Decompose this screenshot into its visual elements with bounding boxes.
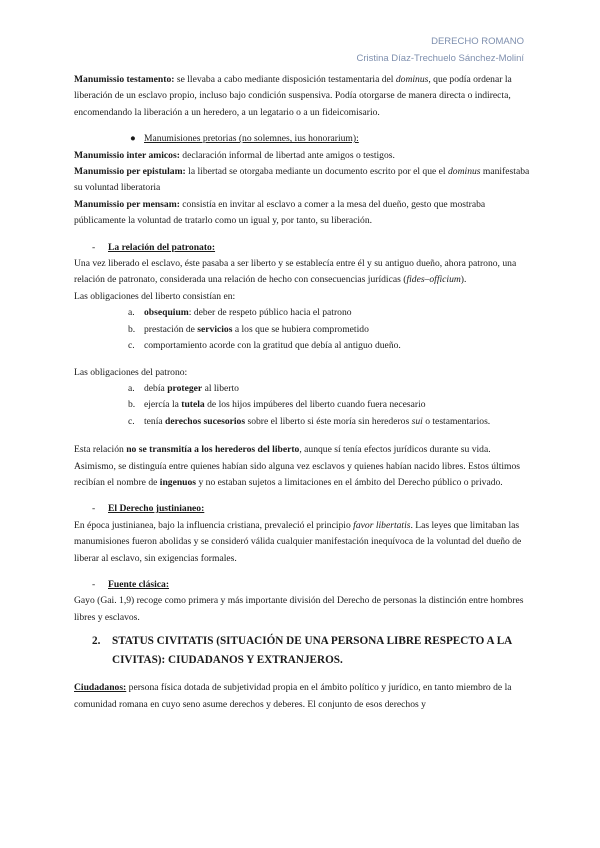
text: En época justinianea, bajo la influencia cristiana, prevaleció el principio xyxy=(74,519,354,531)
paragraph-ingenuos xyxy=(74,459,536,492)
text: se llevaba a cabo mediante disposición testamentaria del xyxy=(174,74,396,85)
text: consistía en invitar al esclavo a comer a la mesa del dueño, gesto que mostraba públicamente la voluntad de tratarlo como un igual y, por tanto, su liberación. xyxy=(74,198,486,227)
text: debía xyxy=(144,382,168,394)
list-item xyxy=(74,381,536,397)
text: Una vez liberado el esclavo, éste pasaba a ser liberto y se establecía entre él y su antiguo dueño, ahora patrono, una relación de patronato, considerada una relación de hecho con consecuencias jurídicas ( xyxy=(74,258,517,286)
list-item xyxy=(74,338,536,354)
paragraph-inter-amicos xyxy=(74,148,536,164)
dash-marker: - xyxy=(92,503,96,515)
text: la libertad se otorgaba mediante un documento escrito por el que el xyxy=(185,166,448,178)
text: al liberto xyxy=(202,382,239,394)
text: declaración informal de libertad ante amigos o testigos. xyxy=(179,149,395,161)
text: ). xyxy=(460,274,467,286)
heading-fuente-clasica xyxy=(74,577,536,593)
list-item xyxy=(74,322,536,338)
paragraph-per-mensam xyxy=(74,197,536,230)
paragraph-ciudadanos xyxy=(74,680,536,713)
text: , que podía ordenar la liberación de un esclavo propio, incluso bajo condición suspensiva. Podía otorgarse de manera directa o indirecta, encomendando la liberación a un heredero, a un legatario o a un fideicomisario. xyxy=(74,74,512,118)
dash-marker: - xyxy=(92,241,96,253)
dash-marker: - xyxy=(92,578,96,590)
liberto-obligations-list xyxy=(74,305,536,354)
text: de los hijos impúberes del liberto cuando fuera necesario xyxy=(204,399,426,411)
list-item xyxy=(74,397,536,413)
paragraph-patronato-intro xyxy=(74,256,536,289)
term-italic: dominus xyxy=(448,166,481,178)
list-marker: c. xyxy=(128,415,135,427)
heading-text: El Derecho justinianeo: xyxy=(108,503,205,515)
list-marker: b. xyxy=(128,323,136,335)
term-italic: sui xyxy=(411,415,423,427)
liberto-intro: Las obligaciones del liberto consistían en: xyxy=(74,290,236,302)
patrono-obligations-list xyxy=(74,381,536,430)
paragraph-manumissio-testamento xyxy=(74,72,536,121)
paragraph-justinianeo xyxy=(74,518,536,567)
term-bold: obsequium xyxy=(144,307,189,319)
term-italic: fides–officium xyxy=(406,274,461,286)
list-marker: b. xyxy=(128,399,136,411)
text: Asimismo, se distinguía entre quienes habían sido alguna vez esclavos y quienes habían nacido libres. Estos últimos recibían el nombre de xyxy=(74,460,521,488)
list-item xyxy=(74,305,536,321)
heading-text: La relación del patronato: xyxy=(108,241,216,253)
text: . Las leyes que limitaban las manumisiones fueron abolidas y se consideró válida cualquier manifestación inequívoca de la voluntad del dueño de liberar al esclavo, sin exigencias formales. xyxy=(74,519,522,564)
term-per-mensam: Manumissio per mensam: xyxy=(74,198,180,210)
term-inter-amicos: Manumissio inter amicos: xyxy=(74,149,180,161)
header-course-title: DERECHO ROMANO xyxy=(431,36,524,47)
text: : deber de respeto público hacia el patrono xyxy=(188,307,352,319)
list-marker: c. xyxy=(128,340,135,352)
heading-patronato xyxy=(74,240,536,256)
term-per-epistulam: Manumissio per epistulam: xyxy=(74,166,186,178)
text: manifestaba su voluntad liberatoria xyxy=(74,166,530,194)
bullet-icon: ● xyxy=(130,133,136,145)
list-item xyxy=(74,414,536,430)
list-marker: a. xyxy=(128,307,135,319)
section-number: 2. xyxy=(92,635,101,648)
text: o testamentarios. xyxy=(422,415,491,427)
heading-derecho-justinianeo xyxy=(74,501,536,517)
term-bold: servicios xyxy=(197,323,233,335)
paragraph-fuente-clasica: Gayo (Gai. 1,9) recoge como primera y más importante división del Derecho de personas la distinción entre hombres libres y esclavos. xyxy=(74,595,524,623)
term-manumissio-testamento: Manumissio testamento: xyxy=(74,74,175,85)
term-bold: proteger xyxy=(167,382,203,394)
heading-text: Manumisiones pretorias (no solemnes, ius honorarium): xyxy=(144,133,359,145)
text: comportamiento acorde con la gratitud que debía al antiguo dueño. xyxy=(144,340,401,352)
section-heading-status-civitatis xyxy=(74,632,536,670)
heading-text: Fuente clásica: xyxy=(108,578,170,590)
text: , aunque sí tenía efectos jurídicos durante su vida. xyxy=(299,444,491,456)
patrono-intro: Las obligaciones del patrono: xyxy=(74,366,188,378)
paragraph-per-epistulam xyxy=(74,164,536,197)
text: persona física dotada de subjetividad propia en el ámbito político y jurídico, en tanto miembro de la comunidad romana en cuyo seno asume derechos y deberes. El conjunto de esos derechos y xyxy=(74,682,512,710)
text: Esta relación xyxy=(74,444,127,456)
term-italic: dominus xyxy=(395,74,429,85)
text: sobre el liberto si éste moría sin herederos xyxy=(245,415,412,427)
text: a los que se hubiera comprometido xyxy=(232,323,369,335)
term-bold: derechos sucesorios xyxy=(165,415,246,427)
paragraph-no-transmision xyxy=(74,442,536,458)
term-italic: favor libertatis xyxy=(353,519,411,531)
list-marker: a. xyxy=(128,382,135,394)
term-ciudadanos: Ciudadanos: xyxy=(74,682,127,694)
header-author: Cristina Díaz-Trechuelo Sánchez-Moliní xyxy=(356,53,524,64)
term-bold: tutela xyxy=(181,399,205,411)
term-bold: no se transmitía a los herederos del liberto xyxy=(126,444,300,456)
term-bold: ingenuos xyxy=(159,476,197,488)
document-body xyxy=(74,72,536,713)
text: prestación de xyxy=(144,323,198,335)
text: tenía xyxy=(144,415,166,427)
heading-manumisiones-pretorias xyxy=(74,131,536,147)
section-title: STATUS CIVITATIS (SITUACIÓN DE UNA PERSONA LIBRE RESPECTO A LA CIVITAS): CIUDADANOS Y EXTRANJEROS. xyxy=(112,635,512,667)
text: ejercía la xyxy=(144,399,182,411)
text: y no estaban sujetos a limitaciones en el ámbito del Derecho público o privado. xyxy=(196,476,503,488)
